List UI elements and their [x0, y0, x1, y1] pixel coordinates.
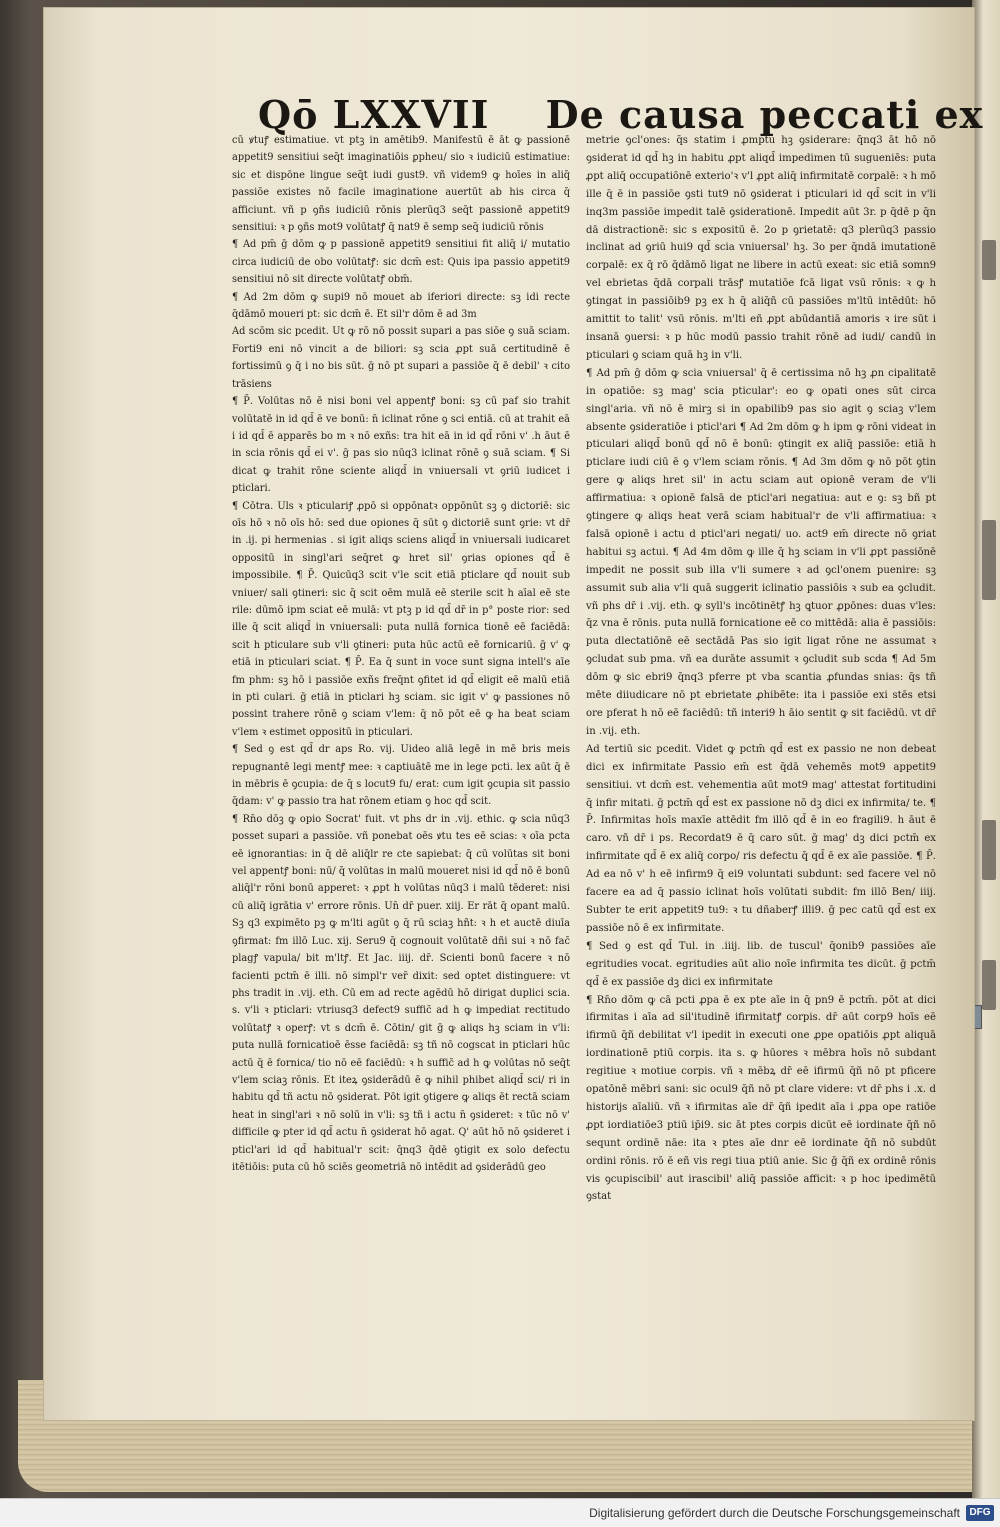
text-column-left: [232, 132, 570, 1176]
paragraph: metrie ꝯcl'ones: q̄s statim i ꝓmptu hꝫ ꝯsiderare: q̄nq3 āt hō nō ꝯsiderat id qd̄ hꝫ in habitu ꝓpt aliqd̄ impedimen tū sugueniēs: puta ꝓpt aliq̄ occupatiōnē exterio'ꝛ v'l ꝓpt aliq̄ infirmitatē corpalē: ꝛ h mō ille q̄ ē in passiōe ꝯsti tut9 nō ꝯsiderat i pticulari id qd̄ scit in v'li inq3m passiōe impedit talē ꝯsiderationē. Impedit aūt 3r. p q̄dē p q̄n dā distractionē: sic s expositū ē. 2o p ꝯrietatē: q3 plerūq3 passio inclinat ad ꝯriū hui9 qd̄ scia vniuersal' hꝫ. 3o per q̄ndā imutationē corpalē: ex q̄ rō q̄dāmō ligat ne libere in actū exeat: sic etiā somn9 vel ebrietas q̄dā corpali trāsꝭ mutatiōe fcā ligat vsū rōnis: ꝛ ꝙ h ꝯtingat in passiōib9 pꝫ ex h q̄ aliq̄ñ cū passiōes m'ltū intēdūt: hō amittit to talit' vsū rōnis. m'lti eñ ꝓpt abūdantiā amoris ꝛ ire sūt i insanā ꝯuersi: ꝛ p hūc modū passio trahit rōnē ad iudi/ candū in pticulari ꝯ sciam quā hꝫ in v'li.: [586, 135, 936, 361]
text-column-right: [586, 132, 936, 1206]
running-head-left: Qō LXXVII: [258, 92, 490, 137]
paragraph: ¶ P̄. Volūtas nō ē nisi boni vel appentꝭ boni: sꝫ cū paf sio trahit volūtatē in id qd̄ ē ve bonū: n̄ iclinat rōne ꝯ sci entiā. cū at trahit eā i id qd̄ ē apparēs bo m ꝛ nō exñs: tra hit eā in id qd̄ rōni v' .h āut ē in scia rōnis qd̄ ei v'. ḡ pas sio nūq3 iclinat rōnē ꝯ suā sciam. ¶ Si dicat ꝙ trahit rōne sciente aliqd̄ in vniuersali vt ꝯriū iudicet i pticlari.: [232, 396, 570, 495]
paragraph: Ad scōm sic pcedit. Ut ꝙ rō nō possit supari a pas siōe ꝯ suā sciam. Forti9 eni nō vincit a de biliori: sꝫ scia ꝓpt suā certitudinē ē fortissimū ꝯ q̄ i no bis sūt. ḡ nō pt supari a passiōe q̄ ē debil' ꝛ cito trāsiens: [232, 326, 570, 390]
digitization-footer: [0, 1498, 1000, 1527]
footer-credit: Digitalisierung gefördert durch die Deutsche Forschungsgemeinschaft: [589, 1506, 960, 1520]
facing-page-ink: [982, 520, 996, 600]
paragraph: cū ꝟtuꝭ estimatiue. vt ptꝫ in amētib9. Manifestū ē āt ꝙ passionē appetit9 sensitiui seq̄t imaginatiōis ꝑpheu/ sio ꝛ iudiciū estimatiue: sic et dispōne lingue seq̄t iudi gust9. vñ videm9 ꝙ hoīes in aliq̄ passiōe existes nō facile imaginatione auertūt ab his circa q̄ afficiunt. vñ p ꝯñs iudiciū rōnis plerūq3 seq̄t passionē appetit9 sensitiui: ꝛ p ꝯñs mot9 volūtatꝭ q̄ nat9 ē semp seq̄ iudiciū rōnis: [232, 135, 570, 234]
facing-page-ink: [982, 240, 996, 280]
paragraph: ¶ Sed ꝯ est qd̄ dr aps Ro. vij. Uideo aliā legē in mē bris meis repugnantē legi mentꝭ mee: ꝛ captiuātē me in lege pcti. lex aūt q̄ ē in mēbris ē ꝯcupia: de q̄ s locut9 fu/ erat: cum igit ꝯcupia sit passio q̄dam: v' ꝙ passio tra hat rōnem etiam ꝯ hoc qd̄ scit.: [232, 744, 570, 808]
running-head-right: De causa peccati ex: [545, 92, 984, 137]
facing-page-edge: [972, 0, 1000, 1498]
paragraph: ¶ Sed ꝯ est qd̄ Tul. in .iiij. lib. de tuscul' q̄onib9 passiōes aīe egritudies vocat. egritudies aūt alio noīe infirmita tes dicūt. ḡ pctm̄ qd̄ ē ex passiōe dꝫ dici ex infirmitate: [586, 940, 936, 988]
paragraph: Ad tertiū sic pcedit. Videt ꝙ pctm̄ qd̄ est ex passio ne non debeat dici ex infirmitate Passio em̄ est q̄dā vehemēs mot9 appetit9 sensitiui. vt dcm̄ est. vehementia aūt mot9 mag' attestat fortitudini q̄ infir mitati. ḡ pctm̄ qd̄ est ex passione nō dꝫ dici ex infirmita/ te. ¶ P̄. Infirmitas hoīs maxīe attēdit fm illō qd̄ ē in eo fragili9. h āut ē caro. vñ dr̄ i ps. Recordat9 ē q̄ caro sūt. ḡ mag' dꝫ dici pctm̄ ex infirmitate qd̄ ē ex aliq̄ corpo/ ris defectu q̄ qd̄ ē ex aīe passiōe. ¶ P̄. Ad ea nō v' h eē infirm9 q̄ ei9 voluntati subdunt: sed facere vel nō facere ea ad q̄ passio iclinat hoīs volūtati subdit: fm illō Ben/ iiij. Subter te erit appetit9 tu9: ꝛ tu dñaberꝭ illi9. ḡ pec catū qd̄ est ex passiōe nō ē ex infirmitate.: [586, 743, 936, 934]
paragraph: ¶ Cōtra. Uls ꝛ pticulariꝭ ꝓpō si oppōnatꝛ oppōnūt sꝫ ꝯ dictoriē: sic oīs hō ꝛ nō oīs hō: sed due opiones q̄ sūt ꝯ dictoriē sunt ꝯrie: vt dr̄ in .ij. pi hermenias . si igit aliqs sciens aliqd̄ in vniuersali iudicaret oppositū in singl'ari seq̄ret ꝙ hret sil' ꝯrias opiones qd̄ ē impossibile. ¶ P̄. Quicūq3 scit v'le scit etiā pticlare qd̄ nouit sub vniuer/ sali ꝯtineri: sic q̄ scit oēm mulā eē sterile scit h aīal eē ste rile: dūmō ipm sciat eē mulā: vt ptꝫ p id qd̄ dr̄ in p° poste rior: sed ille q̄ scit aliqd̄ in vniuersali: puta nullā fornica tionē eē faciēdā: scit h pticulare sub v'li ꝯtineri: puta hūc actū eē fornicariū. ḡ v' ꝙ etiā in pticulari sciat. ¶ P̄. Ea q̄ sunt in voce sunt signa intell's aīe fm phm: sꝫ hō i passiōe exñs freq̄nt ꝯfitet id qd̄ eligit eē malū etiā in pti culari. ḡ etiā in pticlari hꝫ sciam. sic igit v' ꝙ passiones nō possint trahere rōnē ꝯ sciam v'lem: q̄ nō pōt eē ꝙ ha beat sciam v'lem ꝛ estimet oppositū in pticulari.: [232, 500, 570, 738]
paragraph: ¶ Ad pm̄ ḡ dōm ꝙ scia vniuersal' q̄ ē certissima nō hꝫ ꝓn cipalitatē in opatiōe: sꝫ mag' scia pticular': eo ꝙ opati ones sūt circa singl'aria. vñ nō ē mirꝫ si in opabilib9 pas sio agit ꝯ sciaꝫ v'lem absente ꝯsideratiōe i pticl'ari ¶ Ad 2m dōm ꝙ h ipm ꝙ rōni videat in pticulari aliqd̄ bonū qd̄ nō ē bonū: ꝯtingit ex aliq̄ passiōe: etiā h pticlare iudi ciū ē ꝯ v'lem sciam rōnis. ¶ Ad 3m dōm ꝙ nō pōt ꝯtin gere ꝙ aliqs hret sil' in actu sciam aut opionē veram de v'li affirmatiua: ꝛ opionē falsā de pticl'ari negatiua: aut e ꝯ: sꝫ bñ pt ꝯtingere ꝙ aliqs heat verā sciam habitual'r de v'li affirmatiua: ꝛ falsā opionē i actu d pticl'ari negati/ uo. act9 em̄ directe nō ꝯriat habitui sꝫ actui. ¶ Ad 4m dōm ꝙ ille q̄ hꝫ sciam in v'li ꝓpt passiōnē impedit ne possit sub illa v'li sumere ꝛ ad ꝯcl'onem puenire: sꝫ assumit sub alia v'li quā suggerit iclinatio passiōis ꝛ sub ea ꝯcludit. vñ phs dr̄ i .vij. eth. ꝙ syll's incōtinētꝭ hꝫ ꝗtuor ꝓpōnes: duas v'les: q̄z vna ē rōnis. puta nullā fornicatione eē co mittēdā: alia ē passiōis: puta dlectatiōnē eē sectādā Pas sio igit ligat rōne ne assumat ꝛ ꝯcludat sub pma. vñ ea durāte assumit ꝛ ꝯcludit sub scda ¶ Ad 5m dōm ꝙ sic ebri9 q̄nq3 pferre pt vba scantia ꝓfundas snias: q̄s tñ mēte diiudicare nō pt ebrietate ꝓhibēte: ita i passiōe exi stēs etsi ore pferat h nō eē faciēdū: tñ interi9 h āio sentit ꝙ sit faciēdū. vt dr̄ in .vij. eth.: [586, 367, 936, 737]
dfg-logo: DFG: [966, 1505, 994, 1521]
paragraph: ¶ Rn̄o dōm ꝙ cā pcti ꝓpa ē ex pte aīe in q̄ pn9 ē pctm̄. pōt at dici ifirmitas i aīa ad sil'itudinē ifirmitatꝭ corpis. dr̄ aūt corp9 hoīs eē ifirmū q̄ñ debilitat v'l ipedit in executi one ꝓpe opatiōis ꝓpt aliquā iordinationē ptiū corpis. ita s. ꝙ hūores ꝛ mēbra hoīs nō subdant regitiue ꝛ motiue corpis. vñ ꝛ mēbꝝ dr̄ eē ifirmū q̄ñ nō pt pficere opatōnē mēbri sani: sic ocul9 q̄ñ nō pt clare videre: vt dr̄ phs i .x. d historijs aīaliū. vñ ꝛ ifirmitas aīe dr̄ q̄ñ ipedit aīa i ꝓpa ope ratiōe ꝓpt iordiatiōe3 ptiū ip̄i9. sic āt ptes corpis dicūt eē iordinate q̄ñ nō sequnt ordinē nāe: ita ꝛ ptes aīe dnr eē iordinate q̄ñ nō subdūt ordini rōnis. rō ē eñ vis regi tiua ptiū anie. Sic ḡ q̄ñ ex ordinē rōnis vis ꝯcupiscibil' aut irascibil' aliq̄ passiōe afficit: ꝛ p hoc ipedimētū ꝯstat: [586, 994, 936, 1203]
paragraph: ¶ Ad pm̄ ḡ dōm ꝙ p passionē appetit9 sensitiui fit aliq̄ i/ mutatio circa iudiciū de obo volūtatꝭ: sic dcm̄ est: Quis ipa passio appetit9 sensitiui nō sit directe volūtatꝭ obm̄.: [232, 239, 570, 286]
paragraph: ¶ Rn̄o dōꝫ ꝙ opio Socrat' fuit. vt phs dr in .vij. ethic. ꝙ scia nūq3 posset supari a passiōe. vñ ponebat oēs ꝟtu tes eē scias: ꝛ oīa pcta eē ignorantias: in q̄ dē aliq̄lr re cte sapiebat: q̄ cū volūtas sit boni vel appentꝭ boni: nū/ q̄ volūtas in malū moueret nisi id qd̄ nō ē bonū aliq̄l'r rōni bonū apperet: ꝛ ꝓpt h volūtas nūq3 i malū tēderet: nisi cū aliq̄ igrātia v' errore rōnis. Un̄ dr̄ puer. xiij. Er rāt q̄ opant malū. Sꝫ q3 expimēto pꝫ ꝙ m'lti agūt ꝯ q̄ rū sciaꝫ hñt: ꝛ h et auctē diuīa ꝯfirmat: fm illō Luc. xij. Seru9 q̄ cognouit volūtatē dñi sui ꝛ nō fac̄ plagꝭ vapula/ bit m'ltꝭ. Et Jac. iiij. dr̄. Scienti bonū facere ꝛ nō facienti pctm̄ ē illi. nō simpl'r ver̄ dixit: sed optet distinguere: vt phs tradit in .vij. eth. Cū em ad recte agēdū hō dirigat duplici scia. s. v'li ꝛ pticlari: vtriusq3 defect9 suffic̄ ad h ꝙ impediat rectitudo volūtatꝭ ꝛ operꝭ: vt s dcm̄ ē. Cōtin/ git ḡ ꝙ aliqs hꝫ sciam in v'li: puta nullā fornicatioē ēsse faciēdā: sꝫ tñ nō cogscat in pticlari hūc actū q̄ ē fornica/ tio nō eē faciēdū: ꝛ h suffic̄ ad h ꝙ volūtas nō seq̄t v'lem sciaꝫ rōnis. Et iteꝝ ꝯsiderādū ē ꝙ nihil phibet aliqd̄ sci/ ri in habitu qd̄ tñ actu nō ꝯsiderat. Pōt igit ꝯtigere ꝙ aliqs ēt rectā sciam heat in singl'ari ꝛ nō solū in v'li: sꝫ tñ i actu n̄ ꝯsideret: ꝛ tūc nō v' difficile ꝙ pter id qd̄ actu n̄ ꝯsiderat hō agat. Q' aūt hō nō ꝯsideret i pticl'ari id qd̄ habitual'r scit: q̄nq3 q̄dē ꝯtigit ex solo defectu itētiōis: puta cū hō sciēs geometriā nō intēdit ad ꝯsiderādū geo: [232, 813, 570, 1173]
facing-page-ink: [982, 960, 996, 1010]
paragraph: ¶ Ad 2m dōm ꝙ supi9 nō mouet ab iferiori directe: sꝫ idi recte q̄dāmō moueri pt: sic dcm̄ ē. Et sil'r dōm ē ad 3m: [232, 291, 570, 321]
facing-page-ink: [982, 820, 996, 880]
